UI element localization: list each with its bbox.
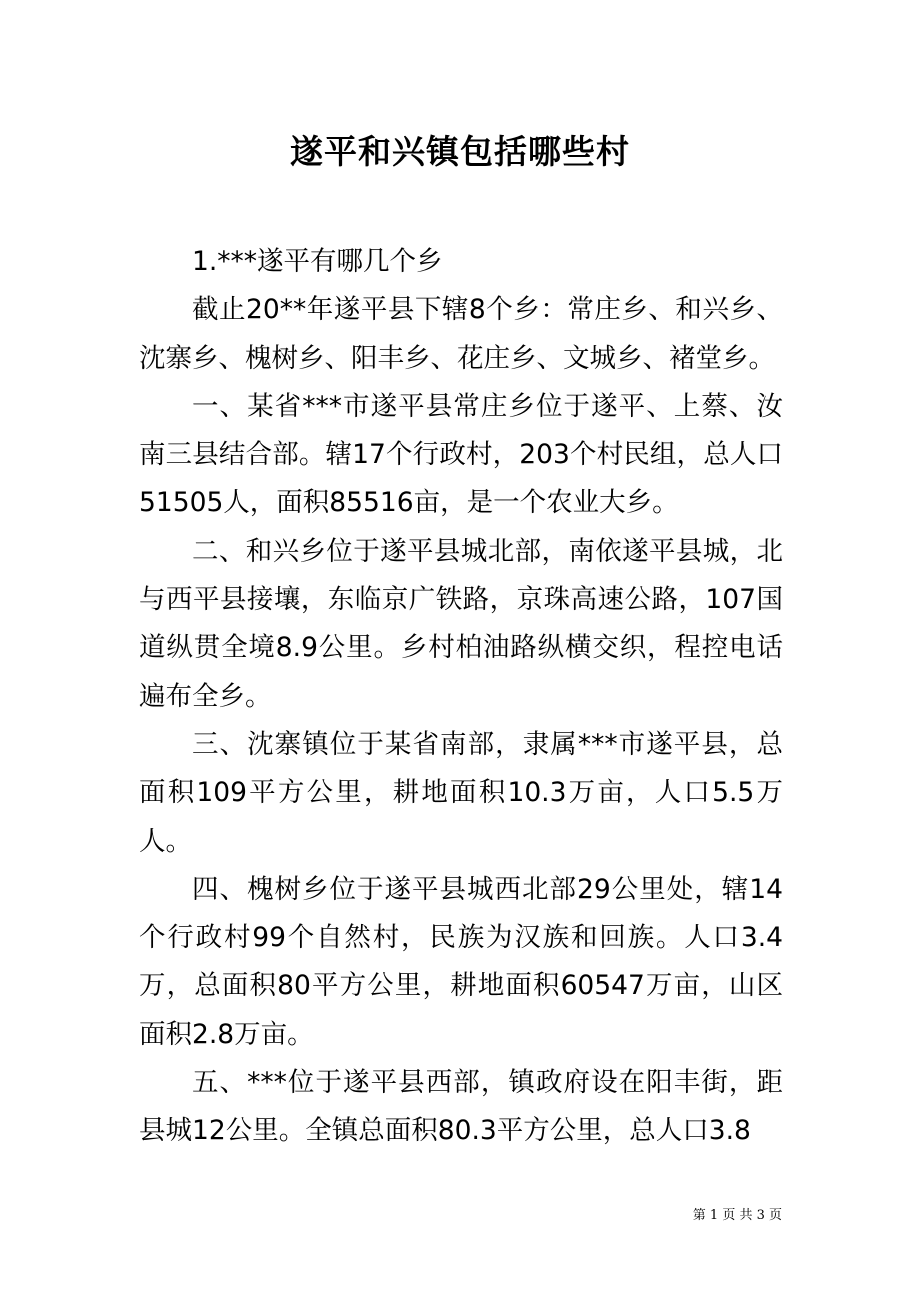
page-number-footer: 第 1 页 共 3 页 <box>692 1208 782 1223</box>
paragraph-heading: 1.***遂平有哪几个乡 <box>192 246 443 277</box>
paragraph-changzhuang: 一、某省***市遂平县常庄乡位于遂平、上蔡、汝南三县结合部。辖17个行政村，203个村民组，总人口51505人，面积85516亩，是一个农业大乡。 <box>139 390 783 519</box>
paragraph-yangfeng: 五、***位于遂平县西部，镇政府设在阳丰街，距县城12公里。全镇总面积80.3平方公里，总人口3.8 <box>139 1067 783 1147</box>
document-title: 遂平和兴镇包括哪些村 <box>290 132 630 171</box>
document-body <box>139 238 783 1156</box>
paragraph-huaishu: 四、槐树乡位于遂平县城西北部29公里处，辖14个行政村99个自然村，民族为汉族和回族。人口3.4万，总面积80平方公里，耕地面积60547万亩，山区面积2.8万亩。 <box>139 873 783 1050</box>
paragraph-shenzhai: 三、沈寨镇位于某省南部，隶属***市遂平县，总面积109平方公里，耕地面积10.3万亩，人口5.5万人。 <box>139 728 783 857</box>
paragraph-hexing: 二、和兴乡位于遂平县城北部，南依遂平县城，北与西平县接壤，东临京广铁路，京珠高速公路，107国道纵贯全境8.9公里。乡村柏油路纵横交织，程控电话遍布全乡。 <box>139 535 783 712</box>
paragraph-overview: 截止20**年遂平县下辖8个乡：常庄乡、和兴乡、沈寨乡、槐树乡、阳丰乡、花庄乡、文城乡、褚堂乡。 <box>139 294 783 374</box>
